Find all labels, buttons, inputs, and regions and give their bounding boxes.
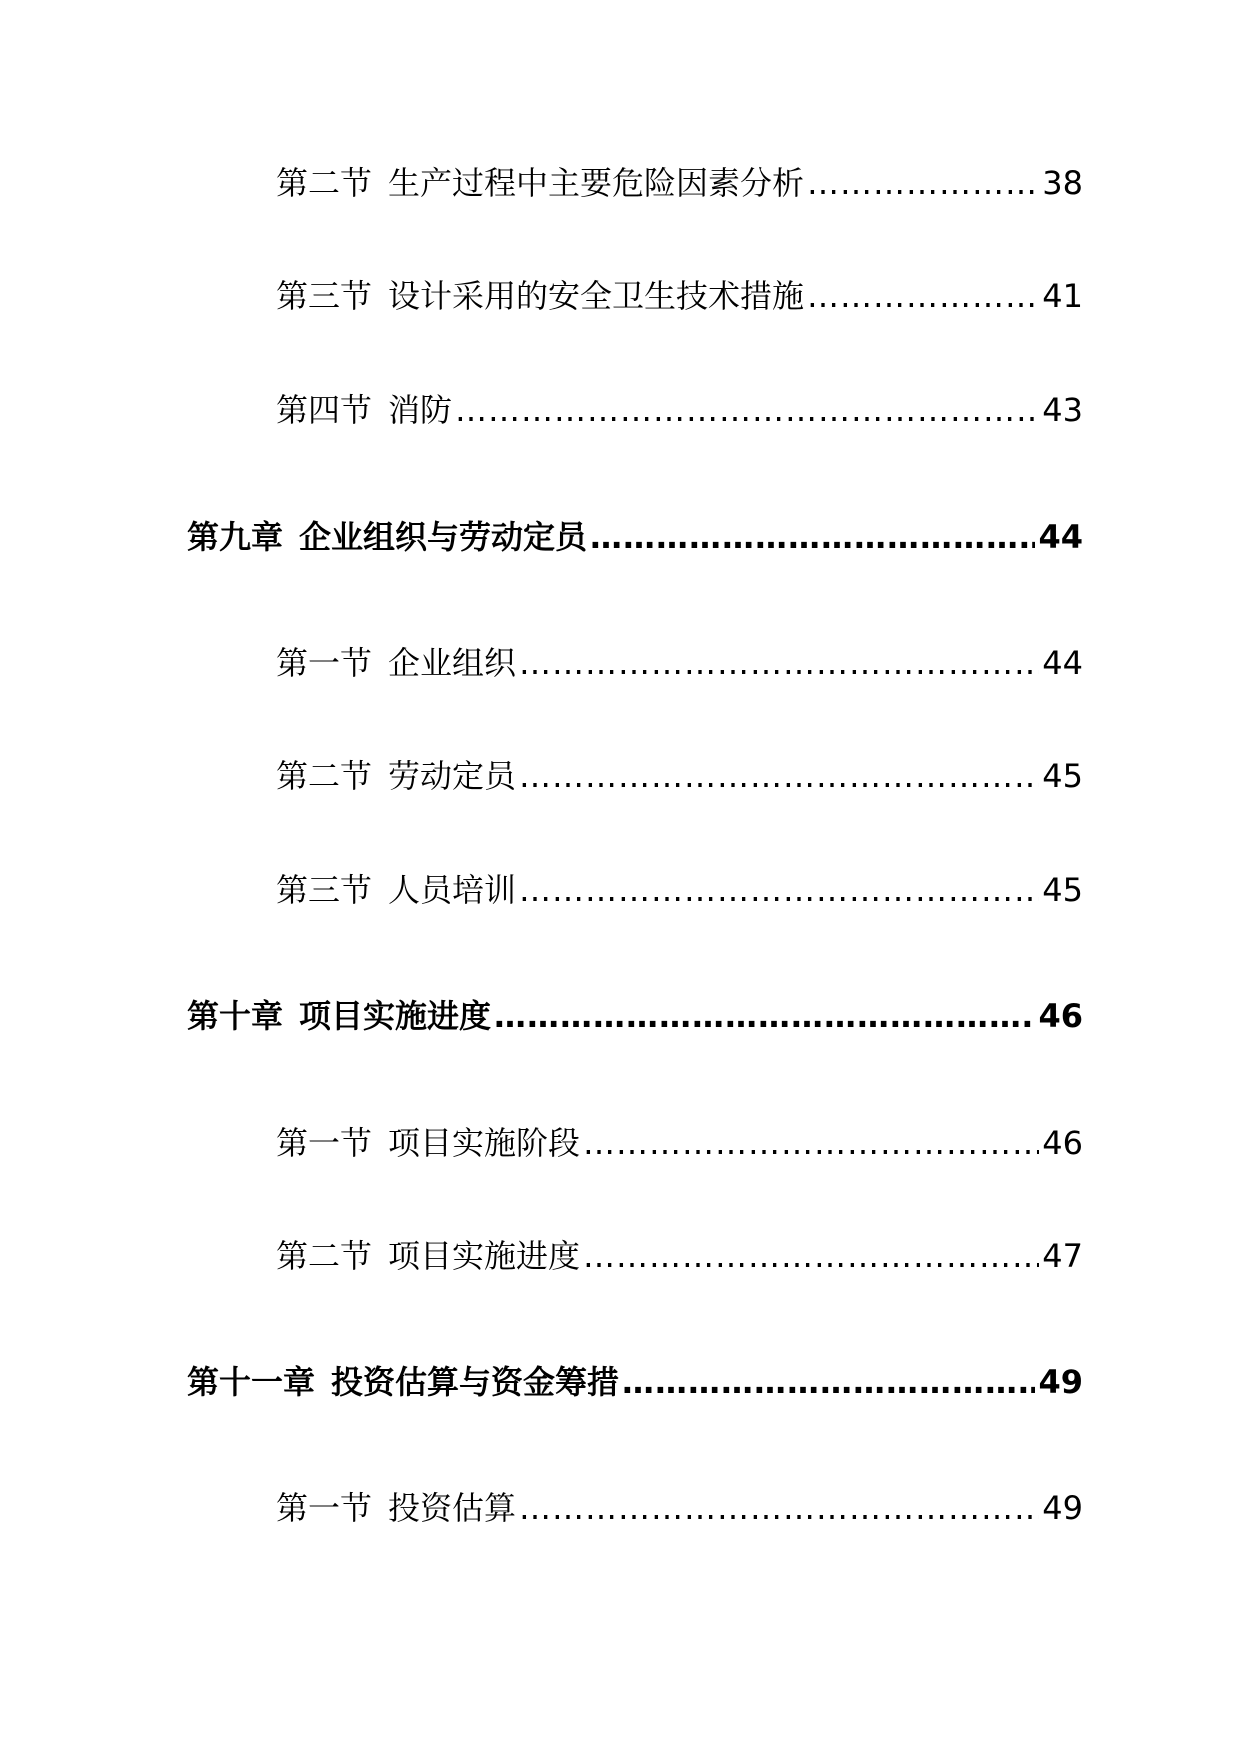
dot-leader <box>622 1363 1035 1401</box>
toc-entry[interactable] <box>276 638 1083 684</box>
toc-entry[interactable] <box>276 1483 1083 1529</box>
toc-entry-label: 第三节 设计采用的安全卫生技术措施 <box>276 277 805 315</box>
toc-entry[interactable] <box>276 271 1083 317</box>
toc-page-number: 46 <box>1038 997 1083 1035</box>
toc-entry[interactable] <box>276 751 1083 797</box>
dot-leader <box>519 644 1039 682</box>
toc-entry-label: 第二节 项目实施进度 <box>276 1237 581 1275</box>
dot-leader <box>590 518 1035 556</box>
toc-entry[interactable] <box>276 385 1083 431</box>
dot-leader <box>583 1237 1039 1275</box>
toc-entry-label: 第一节 投资估算 <box>276 1489 517 1527</box>
toc-chapter-entry[interactable] <box>187 991 1083 1037</box>
toc-entry-label: 第一节 企业组织 <box>276 644 517 682</box>
toc-page-number: 44 <box>1038 518 1083 556</box>
dot-leader <box>519 757 1039 795</box>
toc-page-number: 41 <box>1042 277 1083 315</box>
dot-leader <box>519 871 1039 909</box>
toc-entry-label: 第四节 消防 <box>276 391 453 429</box>
dot-leader <box>807 277 1039 315</box>
toc-entry[interactable] <box>276 1231 1083 1277</box>
toc-page-number: 43 <box>1042 391 1083 429</box>
dot-leader <box>519 1489 1039 1527</box>
toc-entry-label: 第十章 项目实施进度 <box>187 997 492 1035</box>
toc-page-number: 46 <box>1042 1124 1083 1162</box>
toc-entry-label: 第二节 劳动定员 <box>276 757 517 795</box>
dot-leader <box>494 997 1035 1035</box>
toc-page-number: 47 <box>1042 1237 1083 1275</box>
toc-entry-label: 第九章 企业组织与劳动定员 <box>187 518 588 556</box>
toc-chapter-entry[interactable] <box>187 1357 1083 1403</box>
toc-entry-label: 第二节 生产过程中主要危险因素分析 <box>276 164 805 202</box>
toc-page-number: 44 <box>1042 644 1083 682</box>
toc-entry-label: 第三节 人员培训 <box>276 871 517 909</box>
toc-entry[interactable] <box>276 158 1083 204</box>
toc-entry-label: 第十一章 投资估算与资金筹措 <box>187 1363 620 1401</box>
toc-entry[interactable] <box>276 865 1083 911</box>
toc-entry-label: 第一节 项目实施阶段 <box>276 1124 581 1162</box>
dot-leader <box>583 1124 1039 1162</box>
toc-chapter-entry[interactable] <box>187 512 1083 558</box>
toc-page-number: 49 <box>1038 1363 1083 1401</box>
dot-leader <box>807 164 1039 202</box>
toc-page-number: 45 <box>1042 871 1083 909</box>
toc-page-number: 38 <box>1042 164 1083 202</box>
toc-entry[interactable] <box>276 1118 1083 1164</box>
dot-leader <box>455 391 1039 429</box>
toc-page-number: 45 <box>1042 757 1083 795</box>
toc-page-number: 49 <box>1042 1489 1083 1527</box>
